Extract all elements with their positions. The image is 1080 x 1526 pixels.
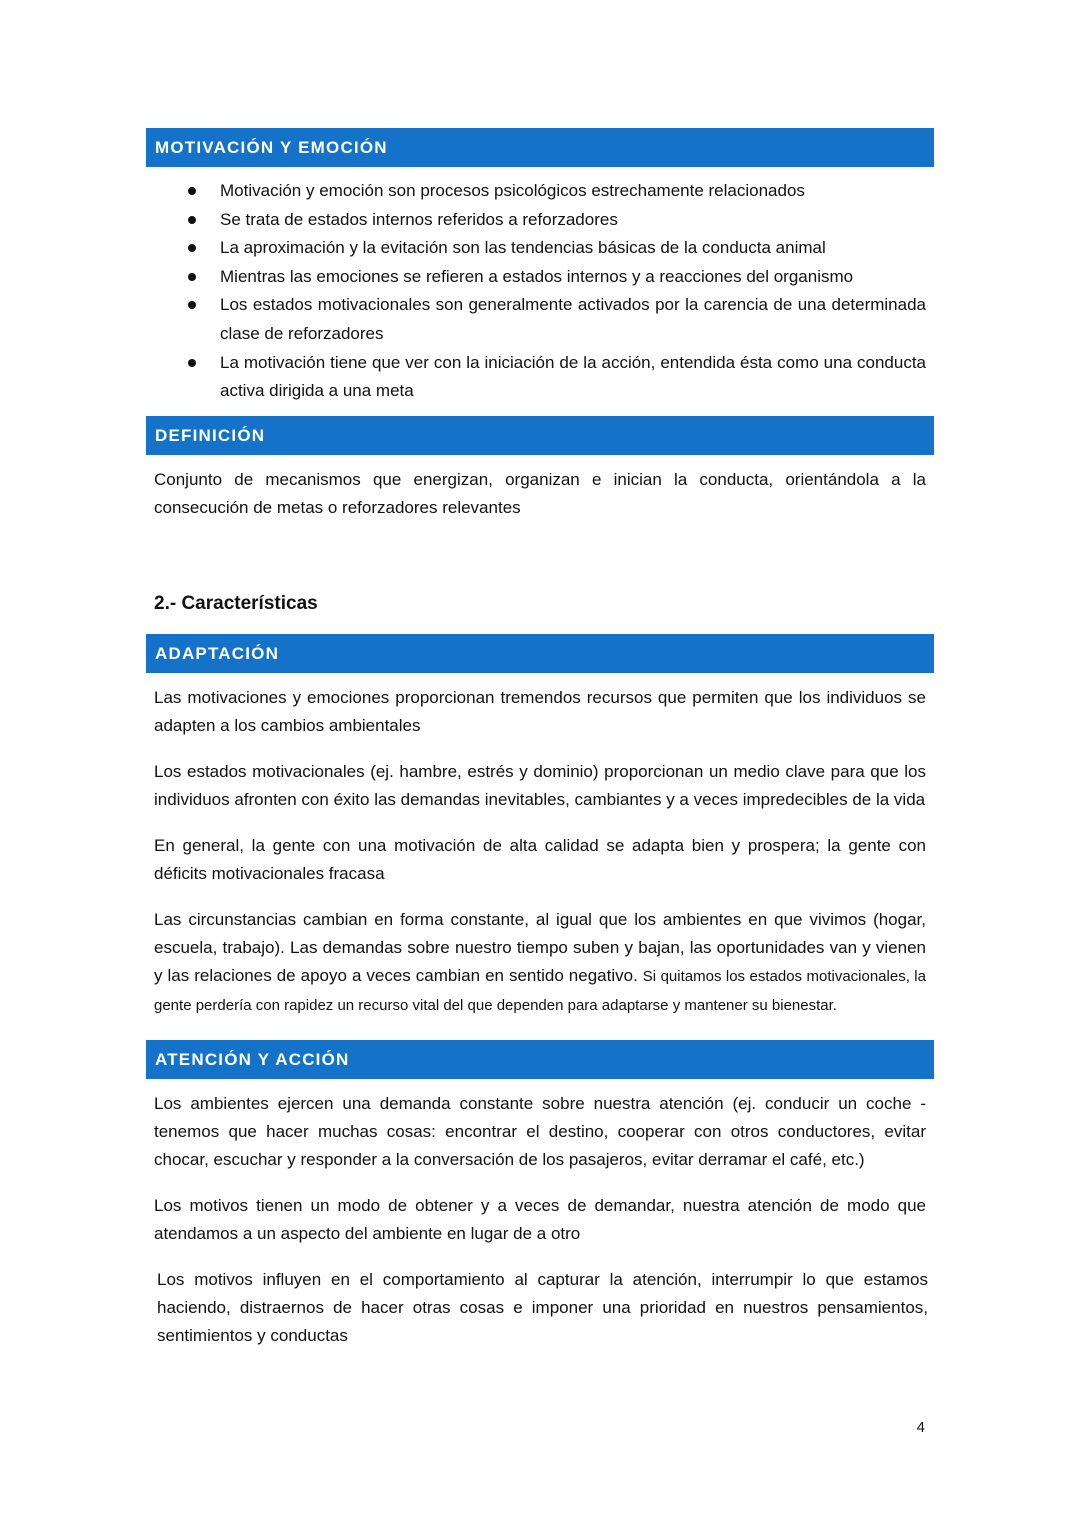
paragraph: Los motivos tienen un modo de obtener y a veces de demandar, nuestra atención de modo que atendamos a un aspecto del ambiente en lugar de a otro bbox=[154, 1195, 926, 1243]
bullet-icon bbox=[188, 244, 196, 252]
bullet-icon bbox=[188, 187, 196, 195]
list-item: La motivación tiene que ver con la iniciación de la acción, entendida ésta como una conducta activa dirigida a una meta bbox=[146, 349, 926, 406]
list-item: Los estados motivacionales son generalmente activados por la carencia de una determinada clase de reforzadores bbox=[146, 291, 926, 348]
bullet-list-motivacion bbox=[146, 167, 934, 416]
paragraph: Los estados motivacionales (ej. hambre, estrés y dominio) proporcionan un medio clave para que los individuos afronten con éxito las demandas inevitables, cambiantes y a veces impredecibles de la vida bbox=[154, 761, 926, 809]
bullet-icon bbox=[188, 359, 196, 367]
bullet-icon bbox=[188, 273, 196, 281]
list-item: La aproximación y la evitación son las tendencias básicas de la conducta animal bbox=[146, 234, 926, 263]
bullet-icon bbox=[188, 301, 196, 309]
list-item: Se trata de estados internos referidos a reforzadores bbox=[146, 206, 926, 235]
paragraph bbox=[146, 906, 934, 1020]
definition-text: Conjunto de mecanismos que energizan, organizan e inician la conducta, orientándola a la consecución de metas o reforzadores relevantes bbox=[154, 469, 926, 517]
section-header-motivacion: MOTIVACIÓN Y EMOCIÓN bbox=[146, 128, 934, 167]
section-heading-caracteristicas: 2.- Características bbox=[154, 592, 318, 614]
paragraph: Los motivos influyen en el comportamiento al capturar la atención, interrumpir lo que estamos haciendo, distraernos de hacer otras cosas e imponer una prioridad en nuestros pensamientos, sentimientos y conductas bbox=[157, 1269, 928, 1345]
section-header-adaptacion: ADAPTACIÓN bbox=[146, 634, 934, 673]
paragraph: En general, la gente con una motivación de alta calidad se adapta bien y prospera; la gente con déficits motivacionales fracasa bbox=[154, 835, 926, 883]
list-item: Mientras las emociones se refieren a estados internos y a reacciones del organismo bbox=[146, 263, 926, 292]
section-header-atencion: ATENCIÓN Y ACCIÓN bbox=[146, 1040, 934, 1079]
list-item: Motivación y emoción son procesos psicológicos estrechamente relacionados bbox=[146, 177, 926, 206]
paragraph-tail: Si quitamos los estados motivacionales, la gente perdería con rapidez un recurso vital del que dependen para adaptarse y mantener su bienestar. bbox=[154, 967, 926, 1014]
page-number: 4 bbox=[916, 1419, 925, 1436]
document-page bbox=[146, 128, 934, 1350]
paragraph: Los ambientes ejercen una demanda constante sobre nuestra atención (ej. conducir un coche - tenemos que hacer muchas cosas: encontrar el destino, cooperar con otros conductores, evitar chocar, escuchar y responder a la conversación de los pasajeros, evitar derramar el café, etc.) bbox=[154, 1093, 926, 1169]
paragraph-main: Las circunstancias cambian en forma constante, al igual que los ambientes en que vivimos (hogar, escuela, trabajo). Las demandas sobre nuestro tiempo suben y bajan, las oportunidades van y vienen y las relaciones de apoyo a veces cambian en sentido negativo. bbox=[154, 909, 926, 985]
paragraph: Las motivaciones y emociones proporcionan tremendos recursos que permiten que los individuos se adapten a los cambios ambientales bbox=[154, 687, 926, 735]
bullet-icon bbox=[188, 216, 196, 224]
section-header-definicion: DEFINICIÓN bbox=[146, 416, 934, 455]
